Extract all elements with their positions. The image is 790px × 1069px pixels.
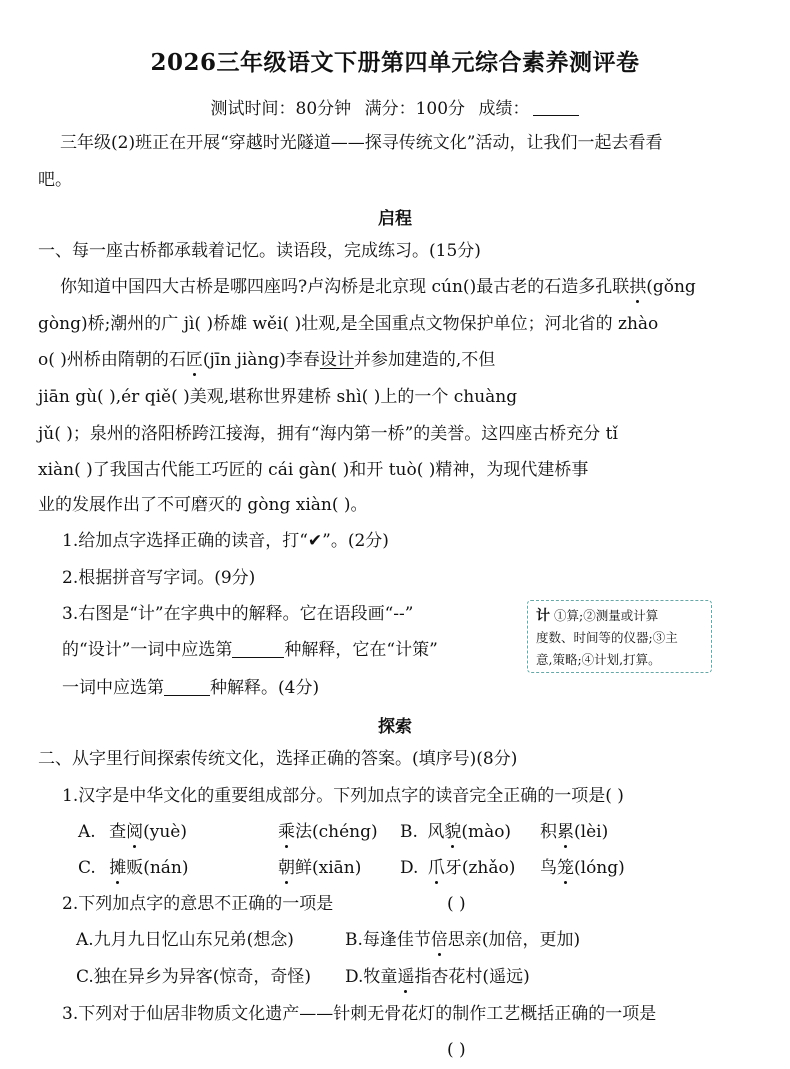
dotted-char: 拱 bbox=[629, 277, 647, 297]
dictionary-line-2: 度数、时间等的仪器;③主 bbox=[536, 630, 678, 645]
option-word bbox=[109, 858, 188, 878]
answer-blank[interactable] bbox=[164, 679, 210, 696]
q2-1-row-1b bbox=[278, 821, 378, 843]
option-word bbox=[428, 858, 516, 878]
q2-1-row-1c bbox=[400, 821, 511, 843]
grade-blank[interactable] bbox=[533, 99, 579, 116]
question-2-title: 二、从字里行间探索传统文化，选择正确的答案。(填序号)(8分) bbox=[38, 749, 518, 769]
option-text: 积 bbox=[540, 822, 557, 842]
sub-question-2: 2.根据拼音写字词。(9分) bbox=[62, 568, 256, 588]
option-label[interactable]: D. bbox=[400, 858, 419, 878]
option-text: 鲜(xiān) bbox=[295, 858, 362, 878]
dotted-char: 朝 bbox=[278, 858, 295, 878]
option-text: 法(chéng) bbox=[295, 822, 378, 842]
q2-2-option-a[interactable]: A.九月九日忆山东兄弟(想念) bbox=[76, 930, 294, 950]
passage-line-2: gòng)桥;潮州的广 jì( )桥雄 wěi( )壮观,是全国重点文物保护单位；河北省的 zhào bbox=[38, 314, 659, 334]
sub-question-3-line-2 bbox=[62, 639, 438, 661]
intro-line-2: 吧。 bbox=[38, 170, 72, 190]
passage-line-4: jiān gù( ),ér qiě( )美观,堪称世界建桥 shì( )上的一个 chuàng bbox=[38, 387, 518, 407]
option-text: (mào) bbox=[461, 822, 512, 842]
dotted-char: 匠 bbox=[185, 350, 203, 370]
intro-line-1: 三年级(2)班正在开展“穿越时光隧道——探寻传统文化”活动，让我们一起去看看 bbox=[60, 133, 663, 153]
q2-1-row-2c bbox=[400, 857, 515, 879]
dotted-char: 摊 bbox=[109, 858, 127, 878]
passage-text: (jīn jiàng)李春 bbox=[202, 350, 320, 370]
sub-question-text: 一词中应选第 bbox=[62, 678, 164, 698]
q2-2-option-d[interactable] bbox=[345, 966, 530, 988]
sub-question-text: 种解释，它在“计策” bbox=[284, 640, 438, 660]
option-label[interactable]: B. bbox=[400, 822, 418, 842]
exam-meta bbox=[0, 94, 790, 119]
meta-grade-label: 成绩： bbox=[478, 99, 530, 119]
dotted-char: 乘 bbox=[278, 822, 295, 842]
option-word bbox=[109, 822, 187, 842]
q2-2-option-c[interactable]: C.独在异乡为异客(惊奇，奇怪) bbox=[76, 967, 312, 987]
q2-1-row-2d bbox=[540, 857, 625, 879]
answer-paren[interactable]: ( ) bbox=[447, 894, 466, 914]
dictionary-box bbox=[527, 600, 712, 673]
option-text: D.牧童 bbox=[345, 967, 398, 987]
dotted-char: 爪 bbox=[427, 858, 445, 878]
option-text: 查 bbox=[109, 822, 127, 842]
meta-time: 测试时间：80分钟 bbox=[210, 99, 352, 119]
option-text: 风 bbox=[427, 822, 445, 842]
page-title: 2026三年级语文下册第四单元综合素养测评卷 bbox=[150, 49, 640, 76]
dotted-char: 貌 bbox=[444, 822, 462, 842]
q2-1-stem: 1.汉字是中华文化的重要组成部分。下列加点字的读音完全正确的一项是( ) bbox=[62, 786, 624, 806]
q2-1-row-2 bbox=[78, 857, 189, 879]
passage-text: 并参加建造的,不但 bbox=[353, 350, 496, 370]
dictionary-line-3: 意,策略;④计划,打算。 bbox=[536, 652, 661, 667]
option-text: B.每逢佳节 bbox=[345, 930, 431, 950]
passage-line-6: xiàn( )了我国古代能工巧匠的 cái gàn( )和开 tuò( )精神，为现代建桥事 bbox=[38, 460, 589, 480]
sub-question-3-line-1: 3.右图是“计”在字典中的解释。它在语段画“--” bbox=[62, 604, 414, 624]
q2-2-stem: 2.下列加点字的意思不正确的一项是 bbox=[62, 894, 334, 914]
q2-2-option-b[interactable] bbox=[345, 929, 580, 951]
dotted-char: 笼 bbox=[557, 858, 574, 878]
passage-text: (gǒng bbox=[646, 277, 696, 297]
dotted-char: 累 bbox=[557, 822, 574, 842]
passage-text: 你知道中国四大古桥是哪四座吗?卢沟桥是北京现 cún()最古老的石造多孔联 bbox=[60, 277, 630, 297]
passage-line-5: jǔ( )；泉州的洛阳桥跨江接海，拥有“海内第一桥”的美誉。这四座古桥充分 tǐ bbox=[38, 424, 618, 444]
option-text: (yuè) bbox=[143, 822, 187, 842]
dictionary-line-1 bbox=[536, 605, 703, 627]
option-text: 指杏花村(遥远) bbox=[414, 967, 530, 987]
question-1-title: 一、每一座古桥都承载着记忆。读语段，完成练习。(15分) bbox=[38, 241, 481, 261]
option-text: 思亲(加倍，更加) bbox=[447, 930, 581, 950]
dotted-char: 遥 bbox=[397, 967, 415, 987]
q2-1-row-2b bbox=[278, 857, 361, 879]
q2-1-row-1d bbox=[540, 821, 608, 843]
dotted-char: 阅 bbox=[126, 822, 144, 842]
passage-text: o( )州桥由隋朝的石 bbox=[38, 350, 186, 370]
passage-line-7: 业的发展作出了不可磨灭的 gòng xiàn( )。 bbox=[38, 495, 368, 515]
option-text: (lóng) bbox=[574, 858, 625, 878]
option-text: 牙(zhǎo) bbox=[444, 858, 516, 878]
q2-3-stem: 3.下列对于仙居非物质文化遗产——针刺无骨花灯的制作工艺概括正确的一项是 bbox=[62, 1004, 657, 1024]
section-heading-explore: 探索 bbox=[378, 717, 412, 737]
q2-1-row-1 bbox=[78, 821, 187, 843]
section-heading-start: 启程 bbox=[378, 209, 412, 229]
option-text: (lèi) bbox=[574, 822, 609, 842]
sub-question-text: 的“设计”一词中应选第 bbox=[62, 640, 233, 660]
answer-paren[interactable]: ( ) bbox=[447, 1040, 466, 1060]
sub-question-3-line-3 bbox=[62, 677, 319, 699]
passage-line-3 bbox=[38, 349, 495, 371]
sub-question-1: 1.给加点字选择正确的读音，打“✔”。(2分) bbox=[62, 531, 389, 551]
option-label[interactable]: C. bbox=[78, 858, 96, 878]
option-label[interactable]: A. bbox=[78, 822, 96, 842]
dictionary-text: ①算;②测量或计算 bbox=[553, 608, 659, 623]
option-text: 贩(nán) bbox=[126, 858, 189, 878]
meta-score: 满分：100分 bbox=[364, 99, 466, 119]
answer-blank[interactable] bbox=[232, 641, 284, 658]
dotted-char: 倍 bbox=[430, 930, 448, 950]
sub-question-text: 种解释。(4分) bbox=[210, 678, 320, 698]
dictionary-headword: 计 bbox=[536, 608, 550, 624]
option-word bbox=[427, 822, 511, 842]
underlined-word: 设计 bbox=[319, 350, 354, 370]
passage-line-1 bbox=[60, 276, 696, 298]
option-text: 鸟 bbox=[540, 858, 557, 878]
